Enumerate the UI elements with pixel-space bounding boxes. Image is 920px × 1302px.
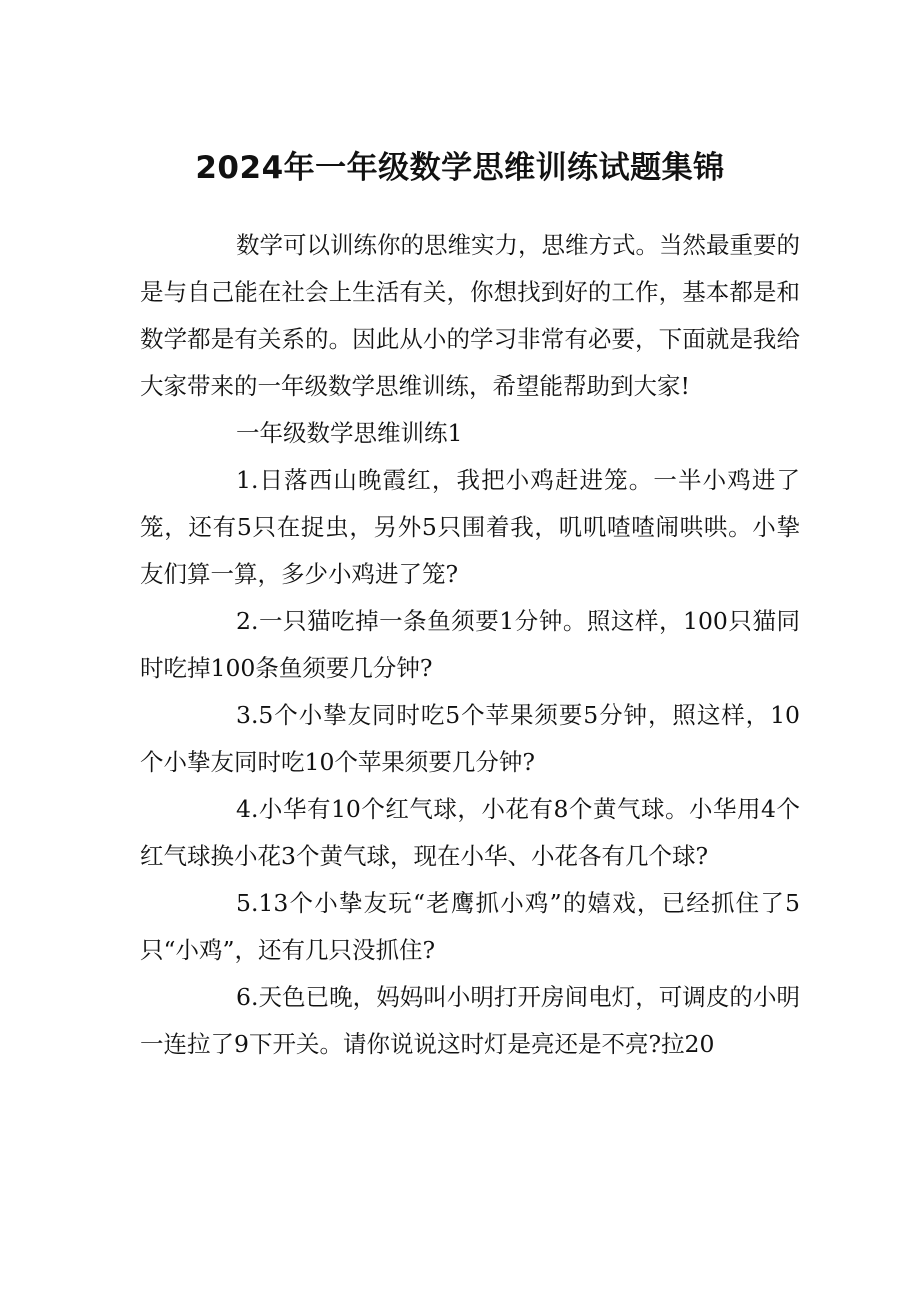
page-title: 2024年一年级数学思维训练试题集锦: [195, 150, 725, 186]
question-2: 2.一只猫吃掉一条鱼须要1分钟。照这样，100只猫同时吃掉100条鱼须要几分钟?: [140, 607, 800, 682]
question-4: 4.小华有10个红气球，小花有8个黄气球。小华用4个红气球换小花3个黄气球，现在小华、小花各有几个球?: [140, 795, 800, 870]
question-5: 5.13个小挚友玩“老鹰抓小鸡”的嬉戏，已经抓住了5只“小鸡”，还有几只没抓住?: [140, 889, 800, 964]
question-3: 3.5个小挚友同时吃5个苹果须要5分钟，照这样，10个小挚友同时吃10个苹果须要几分钟?: [140, 701, 800, 776]
document-body: [140, 222, 800, 1068]
question-1: 1.日落西山晚霞红，我把小鸡赶进笼。一半小鸡进了笼，还有5只在捉虫，另外5只围着我，叽叽喳喳闹哄哄。小挚友们算一算，多少小鸡进了笼?: [140, 466, 800, 588]
question-6: 6.天色已晚，妈妈叫小明打开房间电灯，可调皮的小明一连拉了9下开关。请你说说这时灯是亮还是不亮?拉20: [140, 983, 800, 1058]
intro-paragraph: 数学可以训练你的思维实力，思维方式。当然最重要的是与自己能在社会上生活有关，你想找到好的工作，基本都是和数学都是有关系的。因此从小的学习非常有必要，下面就是我给大家带来的一年级数学思维训练，希望能帮助到大家!: [140, 231, 800, 400]
section-heading: 一年级数学思维训练1: [236, 419, 463, 447]
